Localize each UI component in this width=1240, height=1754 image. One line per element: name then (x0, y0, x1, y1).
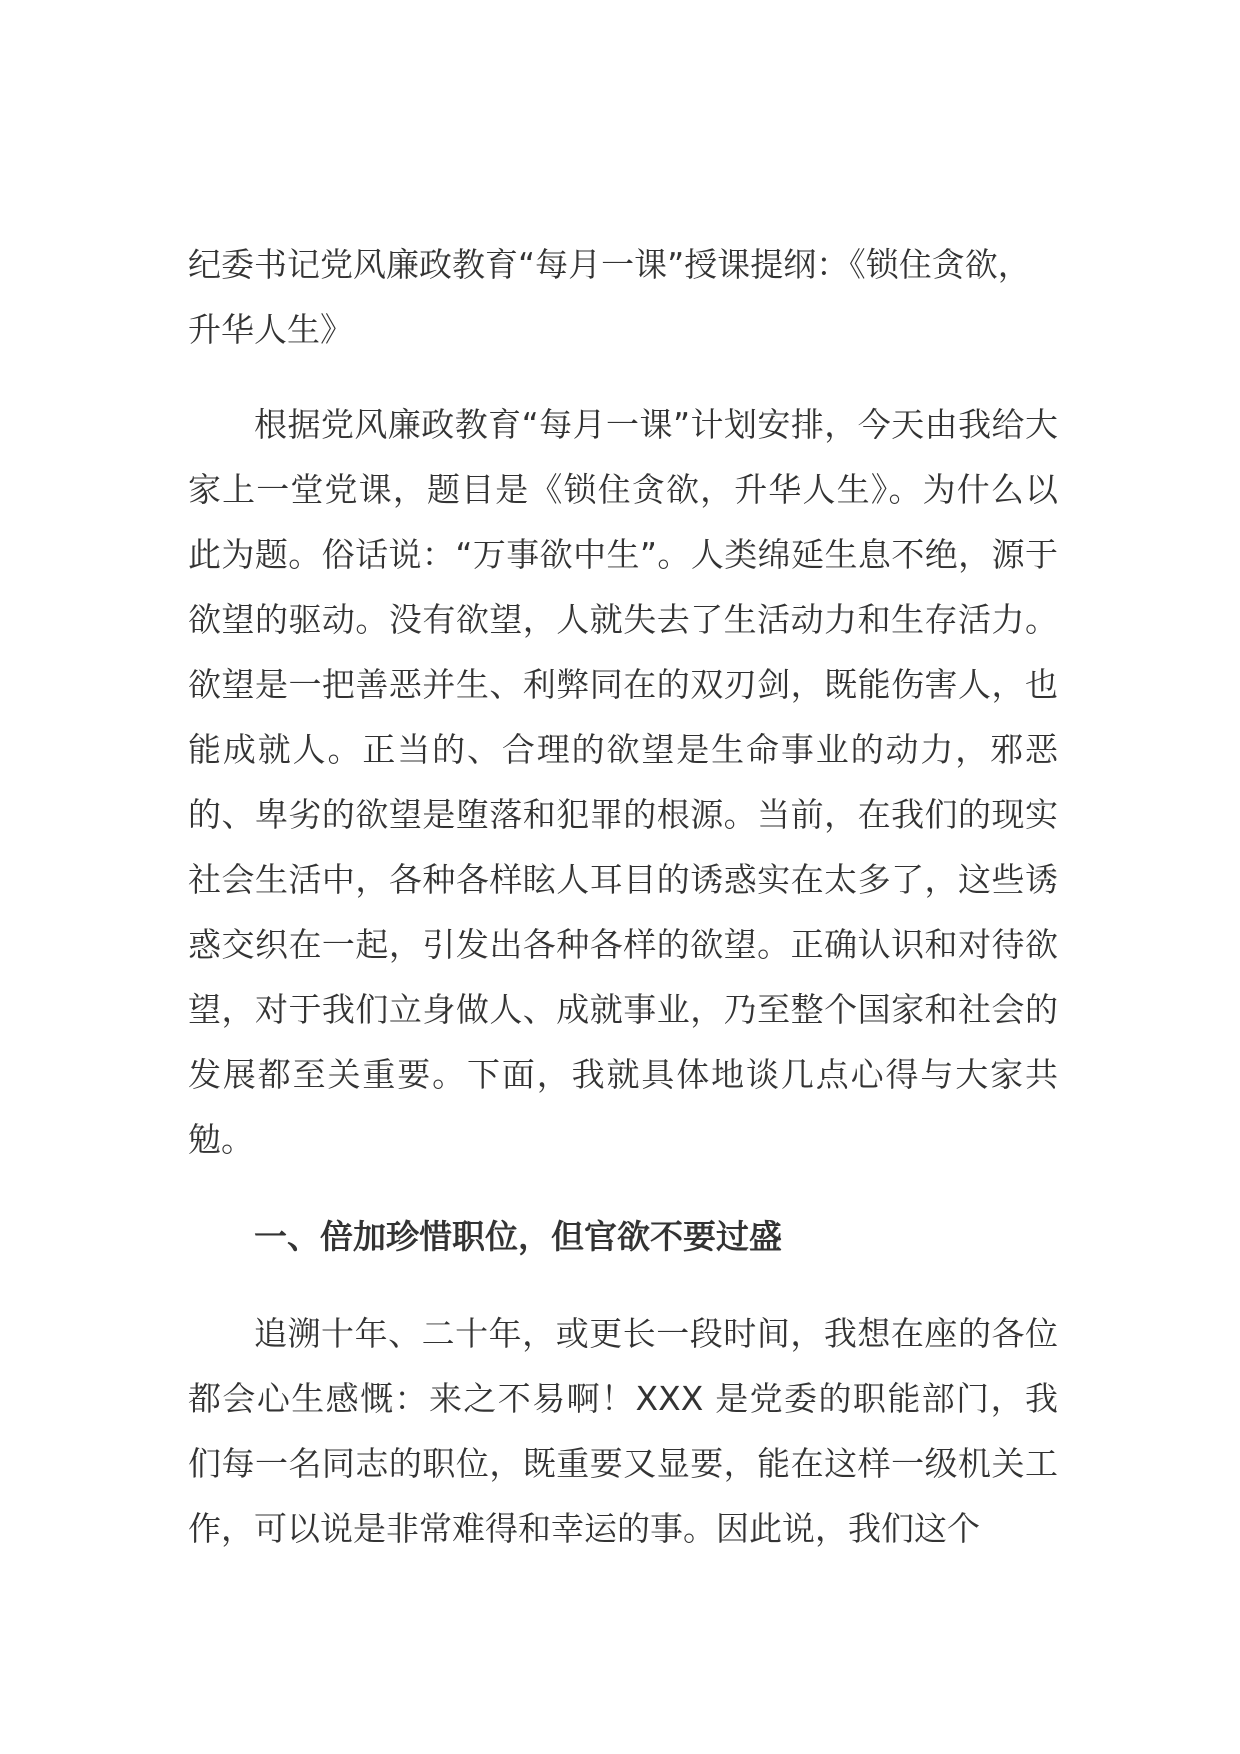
section-paragraph: 追溯十年、二十年，或更长一段时间，我想在座的各位都会心生感慨：来之不易啊！XXX 是党委的职能部门，我们每一名同志的职位，既重要又显要，能在这样一级机关工作，可以说是非常难得和幸运的事。因此说，我们这个 (188, 1314, 1058, 1548)
intro-paragraph: 根据党风廉政教育“每月一课”计划安排，今天由我给大家上一堂党课，题目是《锁住贪欲，升华人生》。为什么以此为题。俗话说：“万事欲中生”。人类绵延生息不绝，源于欲望的驱动。没有欲望，人就失去了生活动力和生存活力。欲望是一把善恶并生、利弊同在的双刃剑，既能伤害人，也能成就人。正当的、合理的欲望是生命事业的动力，邪恶的、卑劣的欲望是堕落和犯罪的根源。当前，在我们的现实社会生活中，各种各样眩人耳目的诱惑实在太多了，这些诱惑交织在一起，引发出各种各样的欲望。正确认识和对待欲望，对于我们立身做人、成就事业，乃至整个国家和社会的发展都至关重要。下面，我就具体地谈几点心得与大家共勉。 (188, 405, 1058, 1159)
document-title: 纪委书记党风廉政教育“每月一课”授课提纲：《锁住贪欲，升华人生》 (188, 245, 1031, 349)
document-body (188, 232, 1058, 1561)
section-heading: 一、倍加珍惜职位，但官欲不要过盛 (254, 1217, 782, 1256)
